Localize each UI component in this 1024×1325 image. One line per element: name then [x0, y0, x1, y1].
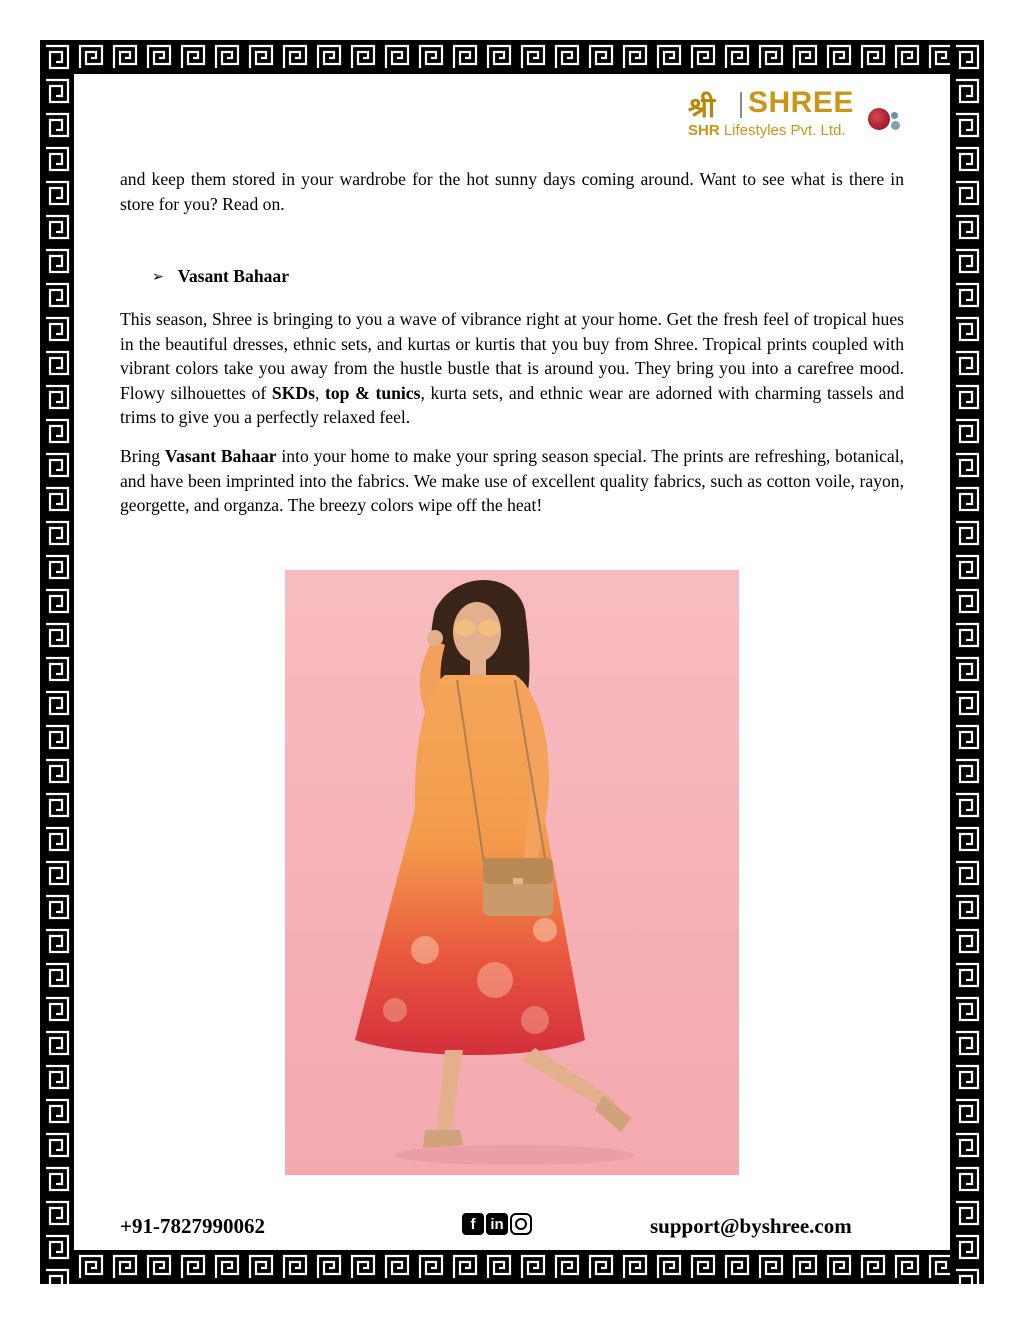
product-photo — [285, 570, 739, 1175]
decorative-border-top — [40, 40, 984, 74]
brand-logo — [688, 88, 918, 148]
logo-devanagari: श्री — [688, 91, 716, 124]
decorative-border-right — [950, 40, 984, 1284]
logo-wordmark: SHREE — [748, 86, 854, 119]
footer-email[interactable]: support@byshree.com — [650, 1214, 852, 1238]
social-icons — [462, 1213, 532, 1235]
arrow-bullet-icon: ➢ — [152, 268, 164, 285]
footer-phone[interactable]: +91-7827990062 — [120, 1214, 265, 1238]
logo-flower-icon — [868, 108, 890, 130]
logo-separator — [740, 92, 742, 118]
section-paragraph-1: This season, Shree is bringing to you a wave of vibrance right at your home. Get the fresh feel of tropical hues in the beautiful dresses, ethnic sets, and kurtas or kurtis that you buy from Shree. Tropical prints coupled with vibrant colors take you away from the hustle bustle that is around you. They bring you into a carefree mood. Flowy silhouettes of SKDs, top & tunics, kurta sets, and ethnic wear are adorned with charming tassels and trims to give you a perfectly relaxed feel. — [120, 309, 904, 427]
link-top-tunics: top & tunics — [325, 382, 421, 403]
linkedin-icon[interactable]: in — [486, 1213, 508, 1235]
intro-paragraph: and keep them stored in your wardrobe for the hot sunny days coming around. Want to see what is there in store for you? Read on. — [120, 169, 904, 214]
section-paragraph-2: Bring Vasant Bahaar into your home to make your spring season special. The prints are refreshing, botanical, and have been imprinted into the fabrics. We make use of excellent quality fabrics, such as cotton voile, rayon, georgette, and organza. The breezy colors wipe off the heat! — [120, 446, 904, 515]
decorative-border-left — [40, 40, 74, 1284]
facebook-icon[interactable]: f — [462, 1213, 484, 1235]
link-skds: SKDs — [271, 382, 315, 403]
decorative-border-bottom — [40, 1250, 984, 1284]
section-heading-text: Vasant Bahaar — [177, 266, 290, 286]
section-heading — [152, 266, 289, 287]
instagram-icon[interactable] — [510, 1213, 532, 1235]
logo-dot-icon — [891, 112, 898, 119]
vasant-bahaar-bold: Vasant Bahaar — [164, 446, 277, 466]
model-dress-illustration — [285, 570, 739, 1175]
logo-subtitle: SHR Lifestyles Pvt. Ltd. — [688, 122, 846, 139]
logo-dot-icon — [891, 121, 900, 130]
